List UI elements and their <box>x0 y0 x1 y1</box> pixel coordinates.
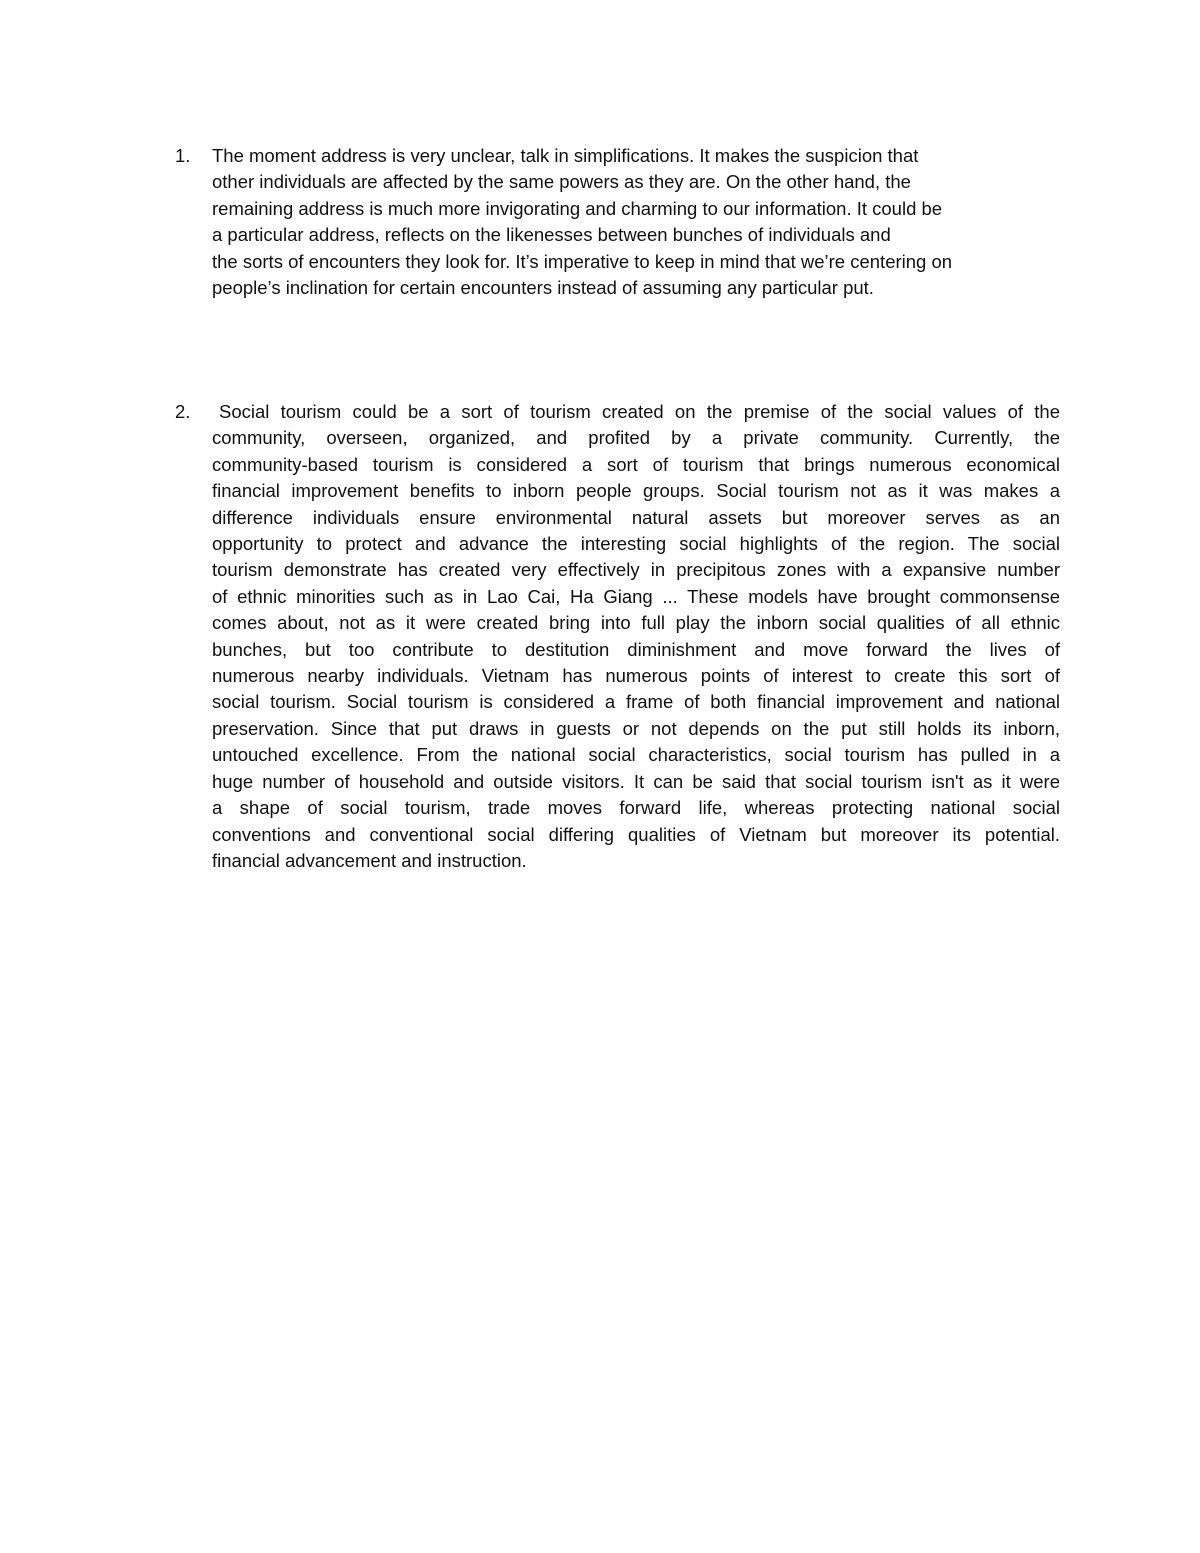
paragraph-line: a particular address, reflects on the likenesses between bunches of individuals and <box>212 224 891 246</box>
list-item-2 <box>175 399 1060 874</box>
paragraph-line: preservation. Since that put draws in guests or not depends on the put still holds its inborn, <box>212 717 1060 739</box>
paragraph-line: Social tourism could be a sort of tourism created on the premise of the social values of the <box>219 401 1060 422</box>
paragraph-line: bunches, but too contribute to destitution diminishment and move forward the lives of <box>212 638 1060 660</box>
list-item-1 <box>175 143 1060 301</box>
paragraph-1 <box>212 143 1060 301</box>
paragraph-line: the sorts of encounters they look for. It’s imperative to keep in mind that we’re centering on <box>212 250 953 272</box>
paragraph-line: numerous nearby individuals. Vietnam has numerous points of interest to create this sort of <box>212 665 1060 687</box>
paragraph-line: tourism demonstrate has created very effectively in precipitous zones with a expansive number <box>212 559 1060 581</box>
paragraph-line: huge number of household and outside visitors. It can be said that social tourism isn't as it were <box>212 770 1060 792</box>
paragraph-line: other individuals are affected by the same powers as they are. On the other hand, the <box>212 171 911 193</box>
paragraph-line: of ethnic minorities such as in Lao Cai, Ha Giang ... These models have brought commonsense <box>212 585 1060 607</box>
list-number-2: 2. <box>175 401 191 422</box>
list-number-1: 1. <box>175 145 191 166</box>
paragraph-line: difference individuals ensure environmental natural assets but moreover serves as an <box>212 506 1060 528</box>
paragraph-line: financial improvement benefits to inborn people groups. Social tourism not as it was makes a <box>212 480 1060 502</box>
paragraph-line: The moment address is very unclear, talk in simplifications. It makes the suspicion that <box>212 145 919 166</box>
paragraph-line: a shape of social tourism, trade moves forward life, whereas protecting national social <box>212 797 1060 819</box>
paragraph-line: people’s inclination for certain encounters instead of assuming any particular put. <box>212 277 874 299</box>
paragraph-line: untouched excellence. From the national social characteristics, social tourism has pulled in a <box>212 744 1060 766</box>
paragraph-2 <box>212 399 1060 874</box>
paragraph-line: comes about, not as it were created bring into full play the inborn social qualities of all ethnic <box>212 612 1060 634</box>
paragraph-line: community-based tourism is considered a sort of tourism that brings numerous economical <box>212 453 1060 475</box>
paragraph-line: financial advancement and instruction. <box>212 849 527 871</box>
paragraph-line: social tourism. Social tourism is considered a frame of both financial improvement and national <box>212 691 1060 713</box>
paragraph-line: community, overseen, organized, and profited by a private community. Currently, the <box>212 427 1060 449</box>
paragraph-line: conventions and conventional social differing qualities of Vietnam but moreover its potential. <box>212 823 1060 845</box>
paragraph-line: opportunity to protect and advance the interesting social highlights of the region. The social <box>212 533 1060 555</box>
paragraph-line: remaining address is much more invigorating and charming to our information. It could be <box>212 197 943 219</box>
